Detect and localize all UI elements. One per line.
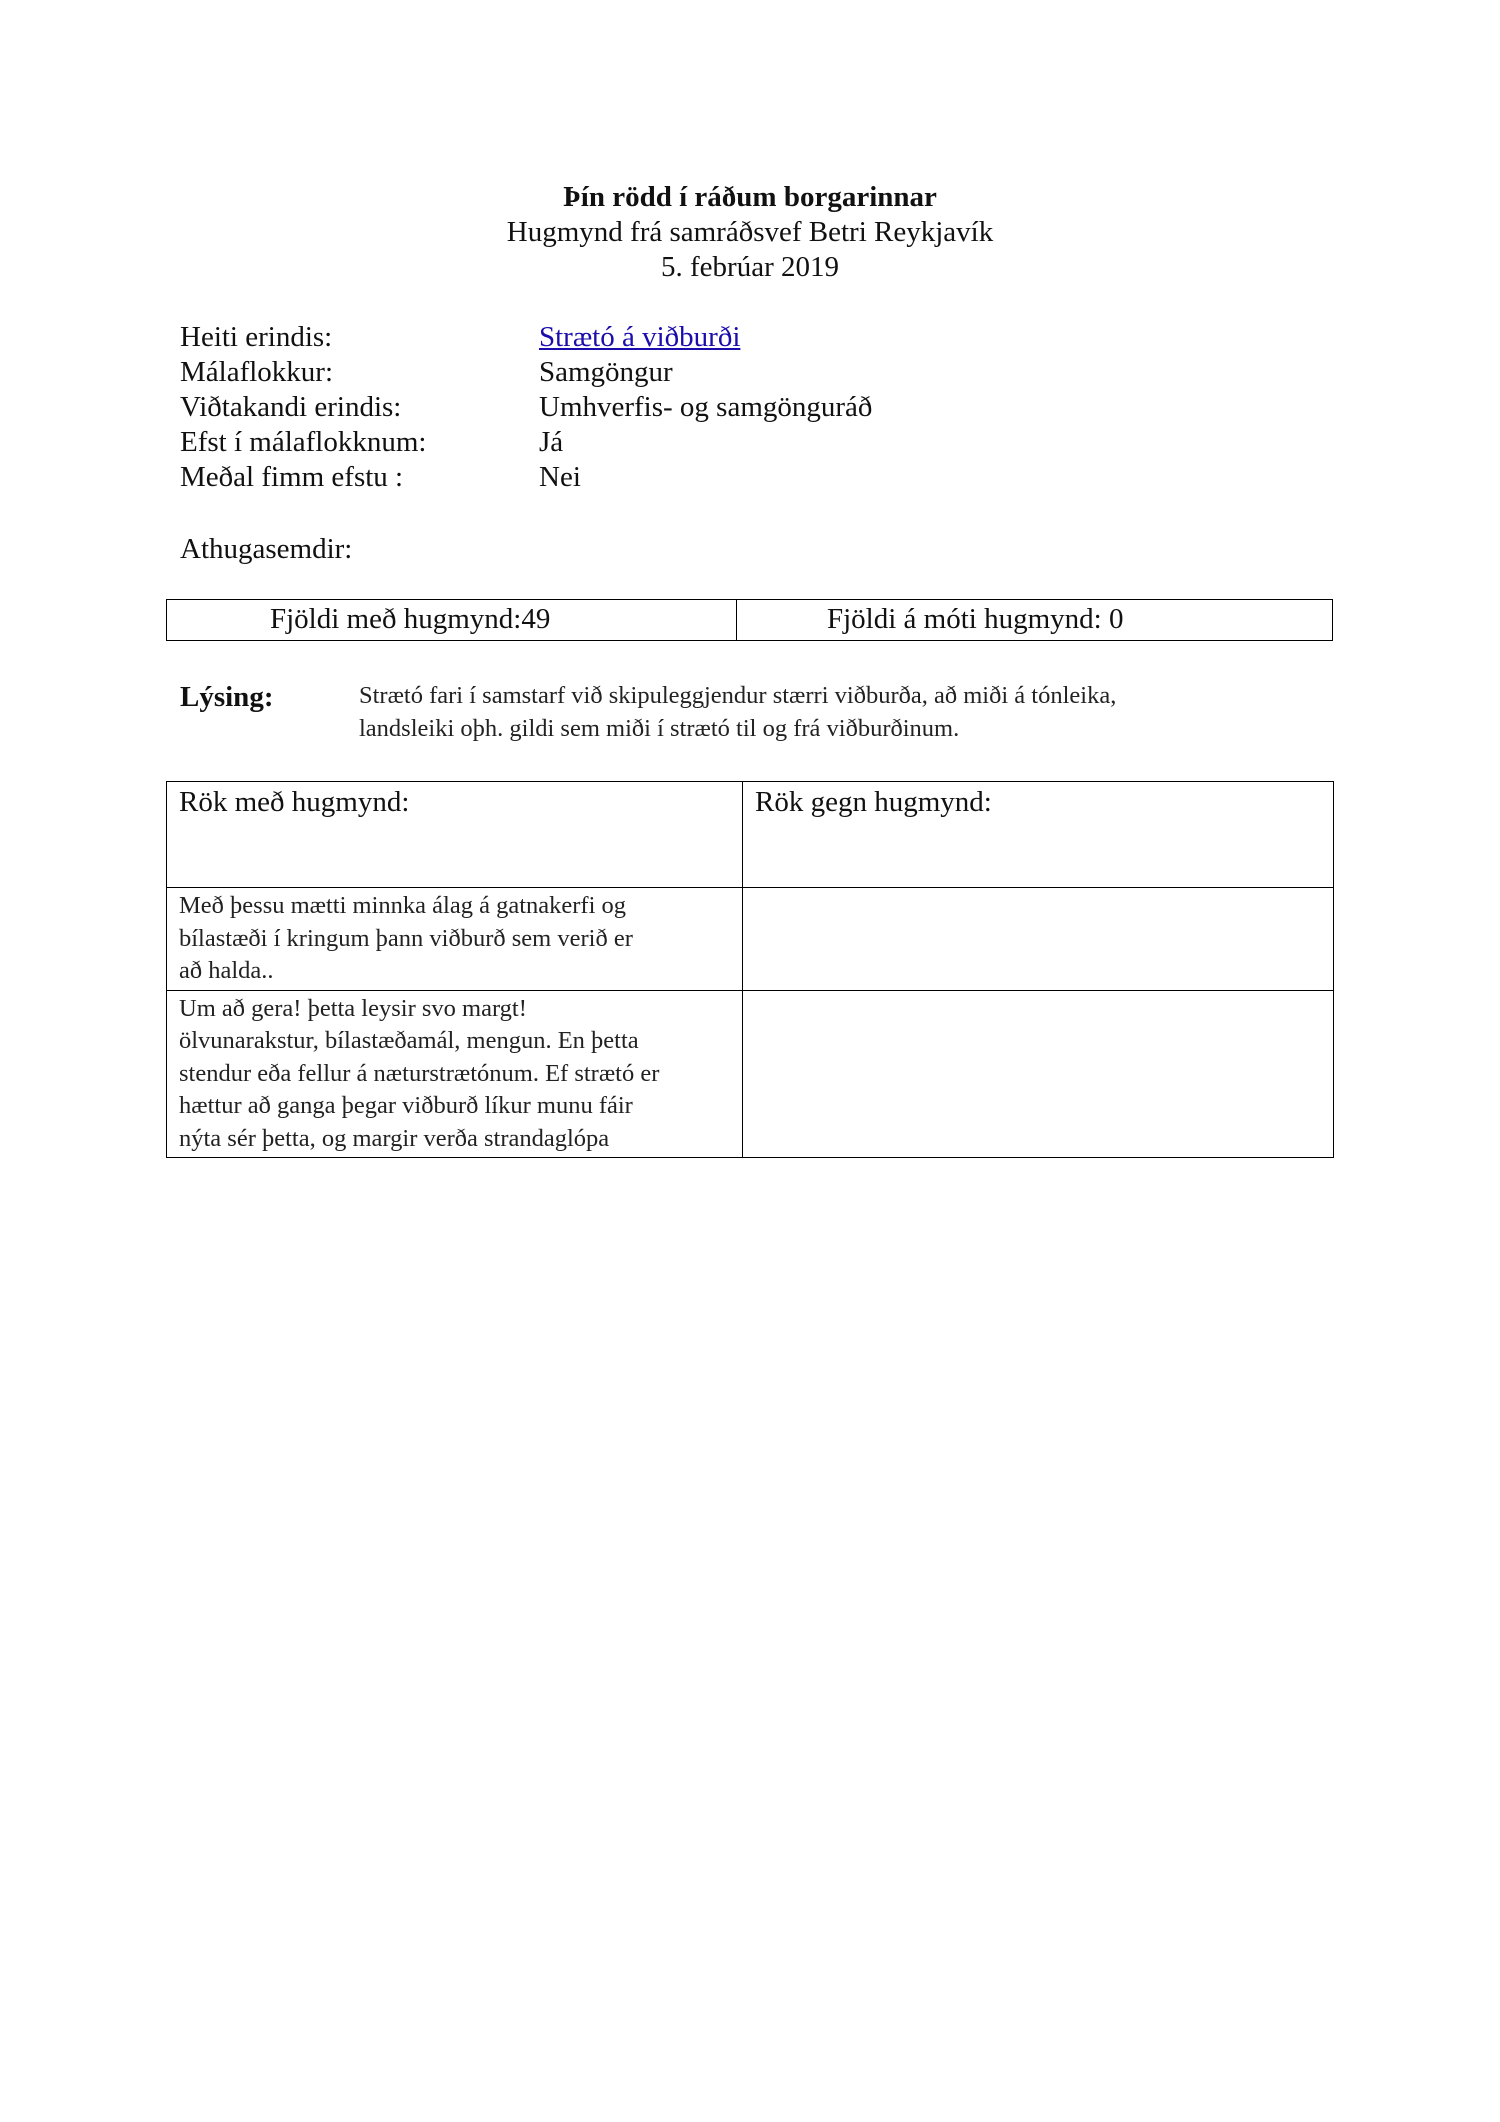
argument-line: ölvunarakstur, bílastæðamál, mengun. En þetta	[179, 1027, 639, 1054]
meta-value-category: Samgöngur	[539, 356, 673, 388]
argument-against-cell	[743, 990, 1334, 1158]
argument-line: bílastæði í kringum þann viðburð sem verið er	[179, 924, 633, 952]
argument-for-cell	[167, 990, 743, 1158]
arguments-for-header: Rök með hugmynd:	[167, 782, 743, 888]
meta-label-recipient: Viðtakandi erindis:	[180, 391, 402, 423]
arguments-table	[166, 781, 1334, 1158]
meta-label-subject: Heiti erindis:	[180, 321, 333, 353]
argument-line: stendur eða fellur á næturstrætónum. Ef strætó er	[179, 1059, 660, 1087]
table-row	[167, 888, 1334, 991]
arguments-against-header: Rök gegn hugmynd:	[743, 782, 1334, 888]
document-subtitle: Hugmynd frá samráðsvef Betri Reykjavík	[506, 216, 994, 248]
argument-for-cell	[167, 888, 743, 991]
votes-table	[166, 599, 1333, 641]
argument-line: nýta sér þetta, og margir verða strandaglópa	[179, 1124, 610, 1152]
meta-value-subject-link[interactable]	[539, 320, 740, 355]
arguments-header-row	[167, 782, 1334, 888]
description-line: Strætó fari í samstarf við skipuleggjendur stærri viðburða, að miði á tónleika,	[359, 682, 1117, 709]
argument-line: hættur að ganga þegar viðburð líkur munu fáir	[179, 1092, 633, 1119]
meta-value-top-in-category: Já	[539, 426, 564, 458]
meta-label-top-in-category: Efst í málaflokknum:	[180, 426, 427, 458]
argument-line: að halda..	[179, 957, 274, 984]
description-line: landsleiki oþh. gildi sem miði í strætó til og frá viðburðinum.	[359, 714, 960, 742]
meta-label-top-five: Meðal fimm efstu :	[180, 461, 404, 493]
comments-label: Athugasemdir:	[180, 533, 353, 565]
meta-label-category: Málaflokkur:	[180, 356, 334, 388]
description-text	[359, 680, 1259, 745]
subject-link[interactable]: Strætó á viðburði	[539, 321, 741, 353]
argument-line: Um að gera! þetta leysir svo margt!	[179, 994, 527, 1022]
meta-value-top-five: Nei	[539, 461, 581, 493]
document-title: Þín rödd í ráðum borgarinnar	[563, 181, 937, 213]
meta-value-recipient: Umhverfis- og samgönguráð	[539, 391, 873, 423]
table-row	[167, 990, 1334, 1158]
document-date: 5. febrúar 2019	[661, 251, 839, 283]
votes-against: Fjöldi á móti hugmynd: 0	[827, 603, 1124, 635]
description-label: Lýsing:	[180, 681, 274, 713]
argument-line: Með þessu mætti minnka álag á gatnakerfi og	[179, 892, 627, 919]
argument-against-cell	[743, 888, 1334, 991]
votes-for: Fjöldi með hugmynd:49	[167, 600, 737, 640]
